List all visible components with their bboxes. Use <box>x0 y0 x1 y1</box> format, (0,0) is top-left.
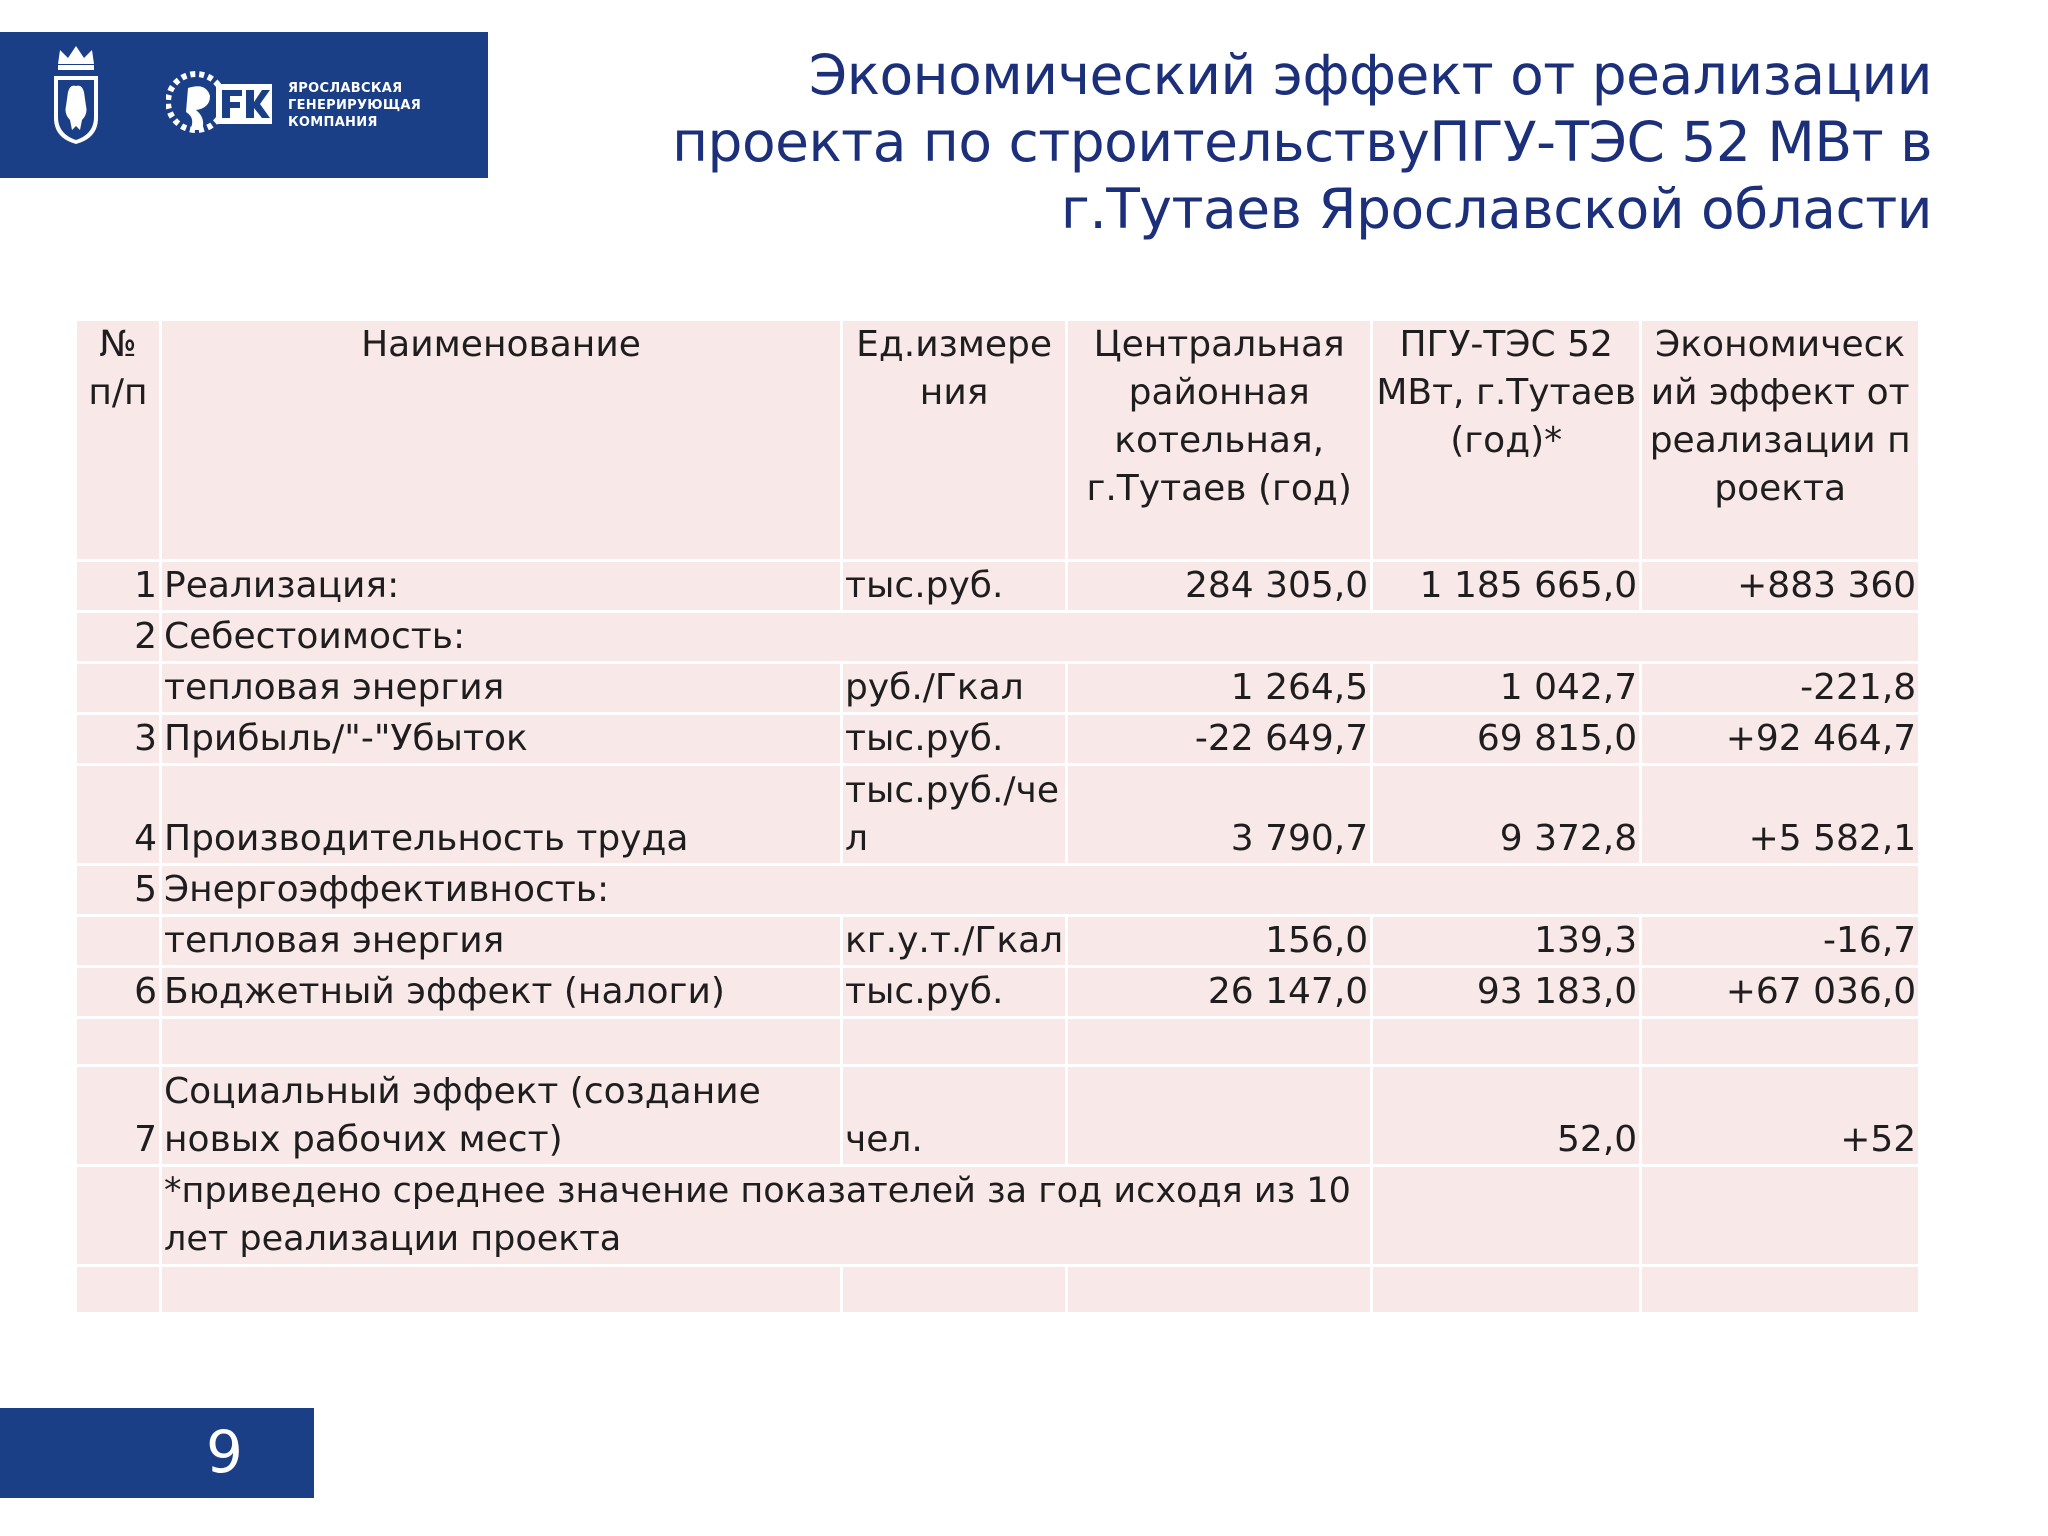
empty-cell <box>1642 1167 1918 1264</box>
cell-name: Бюджетный эффект (налоги) <box>162 968 840 1016</box>
cell-pgu: 69 815,0 <box>1373 715 1639 763</box>
cell-name: Социальный эффект (создание новых рабочих мест) <box>162 1067 840 1164</box>
cell-unit: чел. <box>843 1067 1065 1164</box>
empty-cell <box>1373 1167 1639 1264</box>
cell-no: 1 <box>77 562 159 610</box>
cell-effect: +67 036,0 <box>1642 968 1918 1016</box>
cell-no: 4 <box>77 766 159 863</box>
header-effect: Экономический эффект от реализации проекта <box>1642 321 1918 559</box>
cell-effect: +883 360 <box>1642 562 1918 610</box>
cell-name: тепловая энергия <box>162 917 840 965</box>
company-name-line: КОМПАНИЯ <box>288 115 378 130</box>
empty-cell <box>1373 1267 1639 1312</box>
cell-unit: тыс.руб. <box>843 715 1065 763</box>
cell-pgu: 1 042,7 <box>1373 664 1639 712</box>
table-row <box>77 664 1918 712</box>
header-pgu: ПГУ-ТЭС 52 МВт, г.Тутаев (год)* <box>1373 321 1639 559</box>
header-logo-banner <box>0 32 488 178</box>
cell-pgu: 1 185 665,0 <box>1373 562 1639 610</box>
table-row <box>77 766 1918 863</box>
cell-crk: 284 305,0 <box>1068 562 1370 610</box>
cell-no <box>77 917 159 965</box>
cell-effect: +92 464,7 <box>1642 715 1918 763</box>
cell-crk: 3 790,7 <box>1068 766 1370 863</box>
cell-crk: 26 147,0 <box>1068 968 1370 1016</box>
cell-pgu: 139,3 <box>1373 917 1639 965</box>
company-name-line: ЯРОСЛАВСКАЯ <box>288 81 403 96</box>
cell-crk: -22 649,7 <box>1068 715 1370 763</box>
empty-cell <box>843 1019 1065 1064</box>
cell-unit: руб./Гкал <box>843 664 1065 712</box>
empty-cell <box>1068 1019 1370 1064</box>
empty-cell <box>843 1267 1065 1312</box>
cell-crk: 1 264,5 <box>1068 664 1370 712</box>
table-row <box>77 562 1918 610</box>
empty-cell <box>162 1019 840 1064</box>
cell-no: 3 <box>77 715 159 763</box>
header-crk: Центральная районная котельная, г.Тутаев (год) <box>1068 321 1370 559</box>
header-unit: Ед.измерения <box>843 321 1065 559</box>
cell-unit: кг.у.т./Гкал <box>843 917 1065 965</box>
empty-cell <box>1642 1019 1918 1064</box>
cell-no <box>77 664 159 712</box>
table-row <box>77 715 1918 763</box>
table-footnote-row <box>77 1167 1918 1264</box>
table-row <box>77 1067 1918 1164</box>
cell-name: Реализация: <box>162 562 840 610</box>
cell-effect: +52 <box>1642 1067 1918 1164</box>
company-logo-icon <box>166 62 276 148</box>
cell-no: 2 <box>77 613 159 661</box>
company-name-line: ГЕНЕРИРУЮЩАЯ <box>288 98 422 113</box>
coat-of-arms-icon <box>48 40 104 146</box>
table-row-empty <box>77 1019 1918 1064</box>
table-row <box>77 917 1918 965</box>
header-no: № п/п <box>77 321 159 559</box>
empty-cell <box>1373 1019 1639 1064</box>
cell-name: Энергоэффективность: <box>162 866 1918 914</box>
cell-no: 6 <box>77 968 159 1016</box>
empty-cell <box>1642 1267 1918 1312</box>
footnote: *приведено среднее значение показателей за год исходя из 10 лет реализации проекта <box>162 1167 1370 1264</box>
cell-pgu: 93 183,0 <box>1373 968 1639 1016</box>
page-number-box <box>0 1408 314 1498</box>
empty-cell <box>77 1019 159 1064</box>
cell-pgu: 9 372,8 <box>1373 766 1639 863</box>
empty-cell <box>77 1267 159 1312</box>
cell-name: тепловая энергия <box>162 664 840 712</box>
cell-pgu: 52,0 <box>1373 1067 1639 1164</box>
empty-cell <box>162 1267 840 1312</box>
cell-name: Прибыль/"-"Убыток <box>162 715 840 763</box>
cell-name: Себестоимость: <box>162 613 1918 661</box>
table-row <box>77 968 1918 1016</box>
table-row <box>77 613 1918 661</box>
cell-unit: тыс.руб./чел <box>843 766 1065 863</box>
table-row <box>77 866 1918 914</box>
page-title <box>652 42 1932 243</box>
empty-cell <box>1068 1267 1370 1312</box>
cell-unit: тыс.руб. <box>843 562 1065 610</box>
economic-effect-table <box>74 318 1921 1315</box>
cell-unit: тыс.руб. <box>843 968 1065 1016</box>
cell-no: 5 <box>77 866 159 914</box>
title-line: проекта по строительствуПГУ-ТЭС 52 МВт в <box>672 110 1932 174</box>
title-line: Экономический эффект от реализации <box>808 43 1932 107</box>
cell-no: 7 <box>77 1067 159 1164</box>
table-header-row <box>77 321 1918 559</box>
cell-crk: 156,0 <box>1068 917 1370 965</box>
table-row-empty <box>77 1267 1918 1312</box>
title-line: г.Тутаев Ярославской области <box>1060 177 1932 241</box>
empty-cell <box>77 1167 159 1264</box>
company-name <box>288 80 421 131</box>
cell-effect: -221,8 <box>1642 664 1918 712</box>
cell-name: Производительность труда <box>162 766 840 863</box>
cell-effect: +5 582,1 <box>1642 766 1918 863</box>
cell-crk <box>1068 1067 1370 1164</box>
cell-effect: -16,7 <box>1642 917 1918 965</box>
page-number: 9 <box>206 1418 243 1486</box>
header-name: Наименование <box>162 321 840 559</box>
